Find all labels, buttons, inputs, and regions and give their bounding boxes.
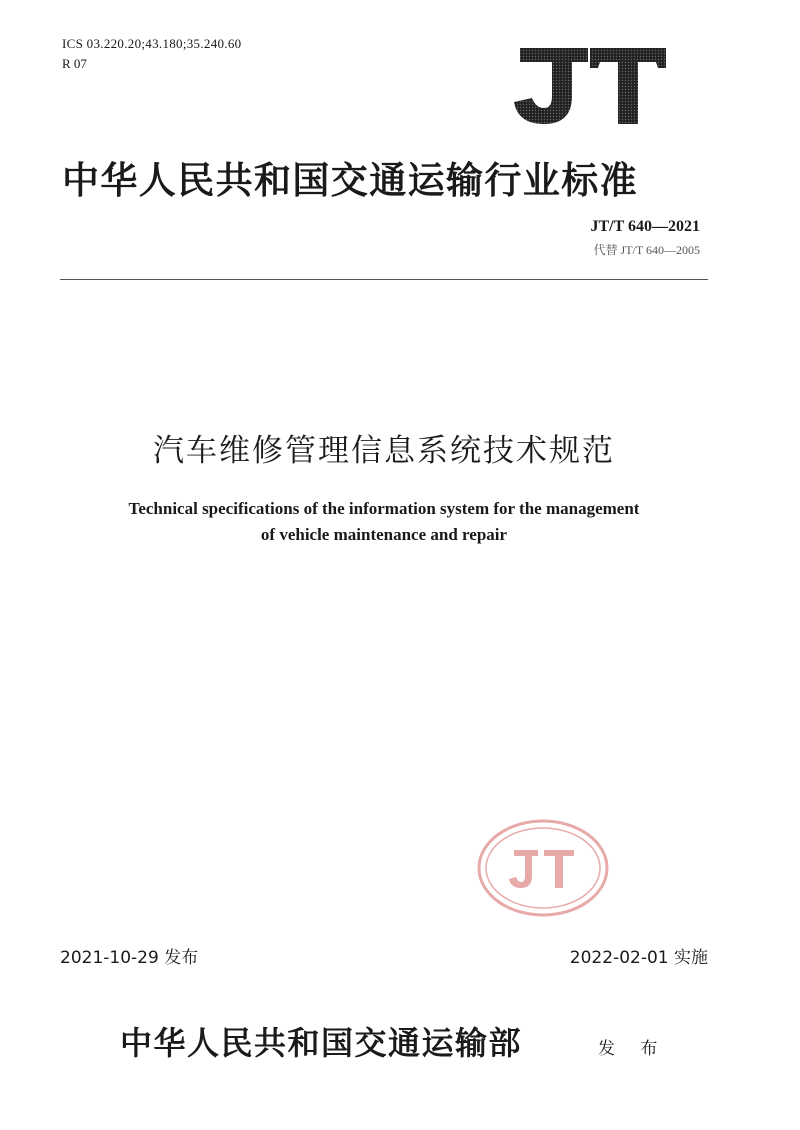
- replaces-standard: 代替 JT/T 640—2005: [593, 243, 700, 257]
- english-title-line-2: of vehicle maintenance and repair: [260, 525, 508, 544]
- english-title-line-1: Technical specifications of the information system for the management: [128, 499, 640, 518]
- ccs-code: R 07: [62, 56, 87, 71]
- issuing-authority: 中华人民共和国交通运输部: [120, 1024, 523, 1062]
- document-title-chinese: 汽车维修管理信息系统技术规范: [153, 433, 615, 469]
- jt-logo-icon: [510, 40, 670, 128]
- standard-number: JT/T 640—2021: [590, 218, 700, 235]
- document-title-english: [0, 496, 768, 548]
- header-divider: [60, 279, 708, 280]
- publish-label: 发 布: [598, 1039, 668, 1059]
- issue-date: 2021-10-29 发布: [60, 948, 199, 968]
- implementation-date: 2022-02-01 实施: [569, 948, 708, 968]
- jt-stamp-icon: [476, 818, 610, 918]
- industry-standard-title: 中华人民共和国交通运输行业标准: [62, 159, 638, 202]
- ics-code: ICS 03.220.20;43.180;35.240.60: [62, 36, 242, 51]
